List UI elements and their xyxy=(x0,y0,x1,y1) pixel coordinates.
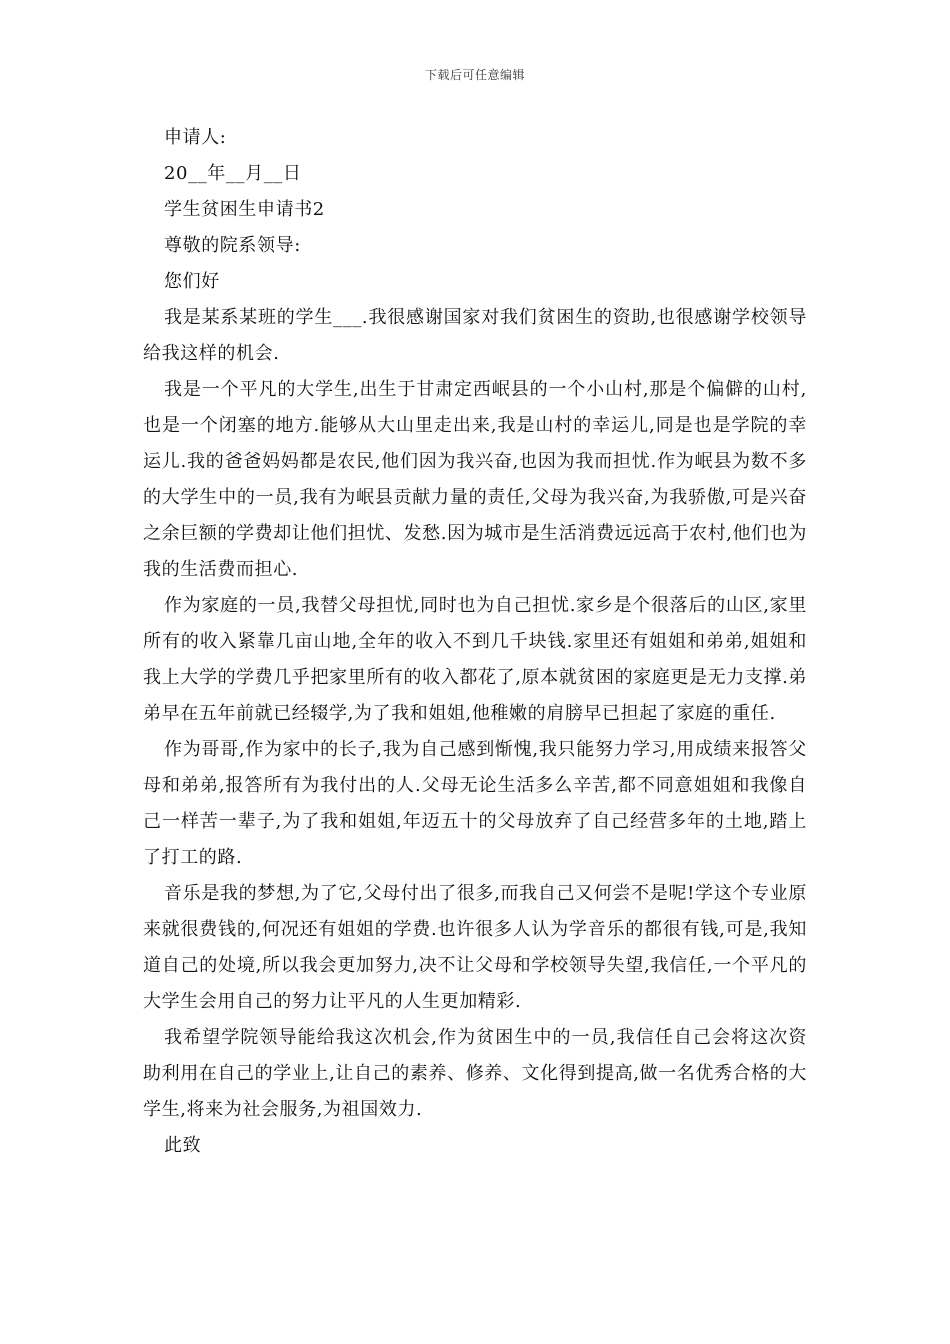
body-paragraph: 我是某系某班的学生___.我很感谢国家对我们贫困生的资助,也很感谢学校领导给我这样的机会. xyxy=(143,307,807,364)
body-paragraph: 我是一个平凡的大学生,出生于甘肃定西岷县的一个小山村,那是个偏僻的山村,也是一个闭塞的地方.能够从大山里走出来,我是山村的幸运儿,同是也是学院的幸运儿.我的爸爸妈妈都是农民,他们因为我兴奋,也因为我而担忧.作为岷县为数不多的大学生中的一员,我有为岷县贡献力量的责任,父母为我兴奋,为我骄傲,可是兴奋之余巨额的学费却让他们担忧、发愁.因为城市是生活消费远远高于农村,他们也为我的生活费而担心. xyxy=(143,379,807,580)
salutation: 尊敬的院系领导: xyxy=(164,235,301,256)
page-header: 下载后可任意编辑 xyxy=(424,68,525,82)
body-paragraph: 音乐是我的梦想,为了它,父母付出了很多,而我自己又何尝不是呢!学这个专业原来就很费钱的,何况还有姐姐的学费.也许很多人认为学音乐的都很有钱,可是,我知道自己的处境,所以我会更加努力,决不让父母和学校领导失望,我信任,一个平凡的大学生会用自己的努力让平凡的人生更加精彩. xyxy=(143,883,807,1012)
document-body xyxy=(143,120,807,1164)
applicant-line: 申请人: xyxy=(164,127,227,148)
closing-line: 此致 xyxy=(164,1135,202,1156)
document-title: 学生贫困生申请书2 xyxy=(164,199,325,220)
body-paragraph: 作为家庭的一员,我替父母担忧,同时也为自己担忧.家乡是个很落后的山区,家里所有的收入紧靠几亩山地,全年的收入不到几千块钱.家里还有姐姐和弟弟,姐姐和我上大学的学费几乎把家里所有的收入都花了,原本就贫困的家庭更是无力支撑.弟弟早在五年前就已经辍学,为了我和姐姐,他稚嫩的肩膀早已担起了家庭的重任. xyxy=(143,595,807,724)
body-paragraph: 我希望学院领导能给我这次机会,作为贫困生中的一员,我信任自己会将这次资助利用在自己的学业上,让自己的素养、修养、文化得到提高,做一名优秀合格的大学生,将来为社会服务,为祖国效力. xyxy=(143,1027,807,1120)
greeting: 您们好 xyxy=(164,271,220,292)
date-line: 20__年__月__日 xyxy=(164,163,302,184)
body-paragraph: 作为哥哥,作为家中的长子,我为自己感到惭愧,我只能努力学习,用成绩来报答父母和弟弟,报答所有为我付出的人.父母无论生活多么辛苦,都不同意姐姐和我像自己一样苦一辈子,为了我和姐姐,年迈五十的父母放弃了自己经营多年的土地,踏上了打工的路. xyxy=(143,739,807,868)
